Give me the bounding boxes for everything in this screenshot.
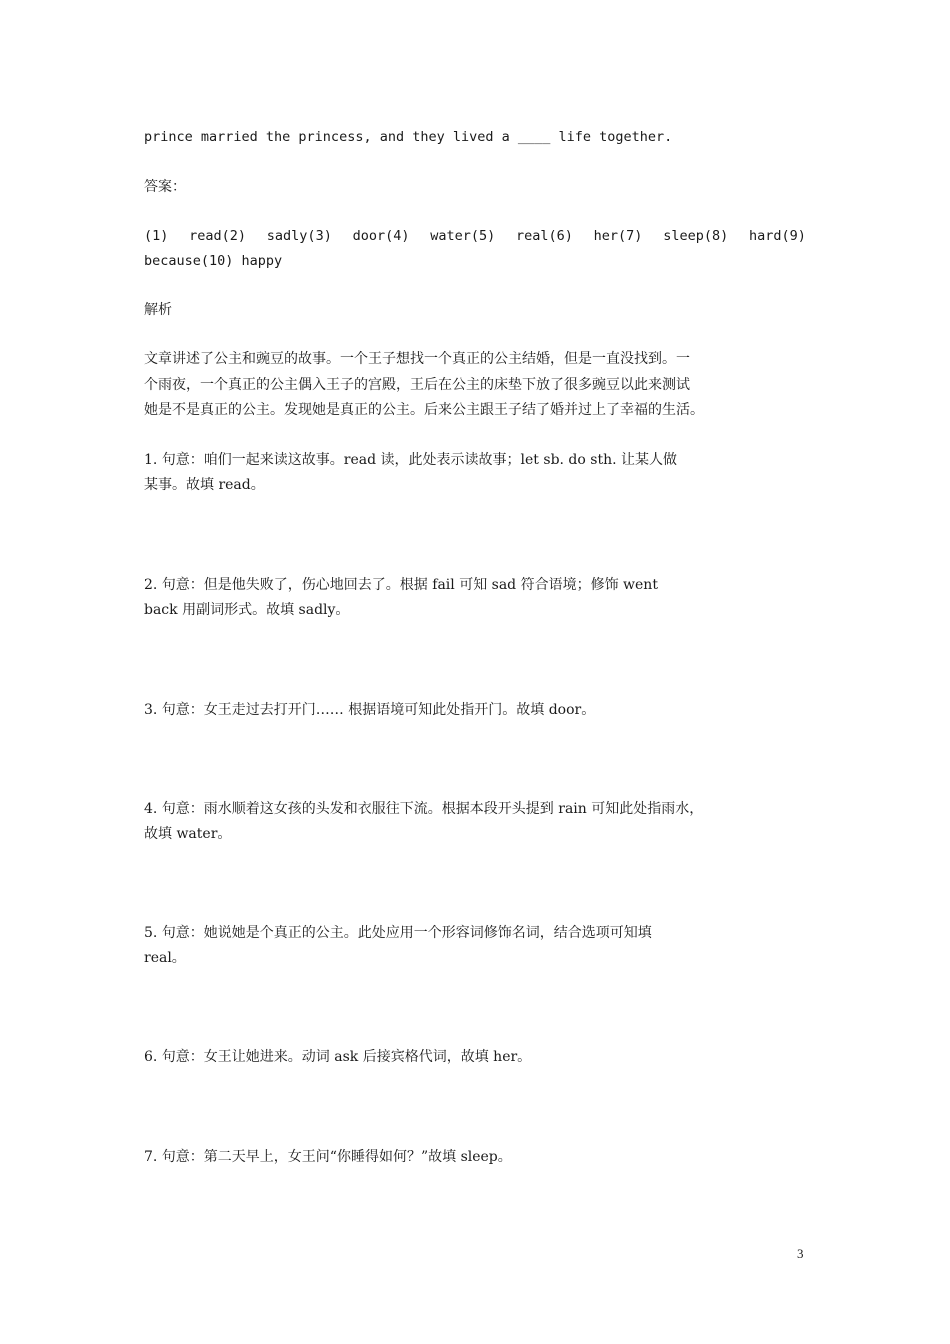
answer-list-continued: because(10) happy: [144, 253, 283, 269]
explanation-4: 4. 句意：雨水顺着这女孩的头发和衣服往下流。根据本段开头提到 rain 可知此处指雨水，: [144, 801, 704, 817]
summary-line: 她是不是真正的公主。发现她是真正的公主。后来公主跟王子结了婚并过上了幸福的生活。: [144, 402, 704, 418]
answer-item: door(4): [352, 228, 410, 244]
story-continuation: prince married the princess, and they lived a ____ life together.: [144, 129, 673, 145]
answer-item: water(5): [430, 228, 496, 244]
answer-item: read(2): [189, 228, 247, 244]
explanation-1: 1. 句意：咱们一起来读这故事。read 读，此处表示读故事；let sb. do sth. 让某人做: [144, 452, 677, 468]
answer-item: (1): [144, 228, 169, 244]
analysis-heading: 解析: [144, 302, 172, 318]
summary-line: 个雨夜，一个真正的公主偶入王子的宫殿，王后在公主的床垫下放了很多豌豆以此来测试: [144, 377, 690, 393]
explanation-7: 7. 句意：第二天早上，女王问“你睡得如何？”故填 sleep。: [144, 1149, 512, 1165]
summary-line: 文章讲述了公主和豌豆的故事。一个王子想找一个真正的公主结婚，但是一直没找到。一: [144, 351, 690, 367]
answer-list: [144, 224, 806, 249]
explanation-5-continued: real。: [144, 950, 186, 966]
page-number: 3: [797, 1246, 804, 1261]
explanation-2: 2. 句意：但是他失败了，伤心地回去了。根据 fail 可知 sad 符合语境；修饰 went: [144, 577, 658, 593]
explanation-1-continued: 某事。故填 read。: [144, 477, 265, 493]
explanation-5: 5. 句意：她说她是个真正的公主。此处应用一个形容词修饰名词，结合选项可知填: [144, 925, 652, 941]
answer-item: sadly(3): [266, 228, 332, 244]
answer-item: hard(9): [748, 228, 806, 244]
answer-item: sleep(8): [663, 228, 729, 244]
explanation-3: 3. 句意：女王走过去打开门…… 根据语境可知此处指开门。故填 door。: [144, 702, 596, 718]
answer-item: her(7): [593, 228, 643, 244]
explanation-2-continued: back 用副词形式。故填 sadly。: [144, 602, 350, 618]
answer-heading: 答案：: [144, 179, 186, 195]
explanation-6: 6. 句意：女王让她进来。动词 ask 后接宾格代词，故填 her。: [144, 1049, 532, 1065]
explanation-4-continued: 故填 water。: [144, 826, 232, 842]
answer-item: real(6): [516, 228, 573, 244]
